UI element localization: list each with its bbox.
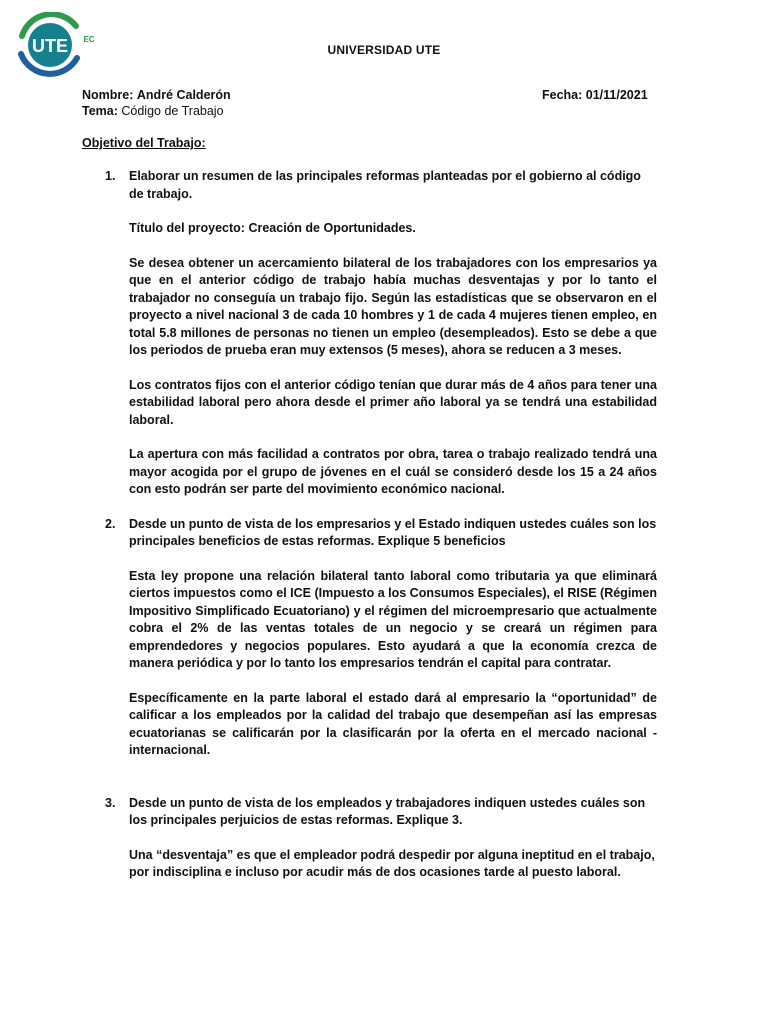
paragraph: Los contratos fijos con el anterior código tenían que durar más de 4 años para tener una estabilidad laboral pero ahora desde el primer año laboral ya se tendrá una estabilidad laboral.: [129, 377, 657, 427]
date-line: [542, 87, 648, 103]
name-value: André Calderón: [136, 88, 231, 102]
question-1: [82, 168, 657, 203]
student-info: [82, 87, 231, 119]
paragraph: Se desea obtener un acercamiento bilateral de los trabajadores con los empresarios ya que en el anterior código de trabajo había muchas desventajas y por lo tanto el trabajador no conseguía un trabajo fijo. Según las estadísticas que se observaron en el proyecto a nivel nacional 3 de cada 10 hombres y 1 de cada 4 mujeres tienen empleo, en total 5.8 millones de personas no tienen un empleo (desempleados). Esto se debe a que los periodos de prueba eran muy extensos (5 meses), ahora se reducen a 3 meses.: [129, 255, 657, 357]
document-body: [82, 168, 657, 882]
question-text: Desde un punto de vista de los empresarios y el Estado indiquen ustedes cuáles son los principales beneficios de estas reformas. Explique 5 beneficios: [129, 516, 657, 548]
paragraph: Específicamente en la parte laboral el estado dará al empresario la “oportunidad” de calificar a los empleados por la calidad del trabajo que desempeñan así las empresas ecuatorianas se calificarán por la clasificarán por la oferta en el mercado nacional - internacional.: [129, 690, 657, 757]
student-name-line: [82, 87, 231, 103]
paragraph: Esta ley propone una relación bilateral tanto laboral como tributaria ya que eliminará ciertos impuestos como el ICE (Impuesto a los Consumos Especiales), el RISE (Régimen Impositivo Simplificado Ecuatoriano) y el régimen del microempresario que actualmente cobra el 2% de las ventas totales de un negocio y se creará un régimen para emprendedores y negocios populares. Esto ayudará a que la economía crezca de manera periódica y por lo tanto los empresarios tendrán el capital para contratar.: [129, 568, 657, 670]
paragraph: Título del proyecto: Creación de Oportunidades.: [129, 221, 416, 235]
question-number: 1.: [105, 169, 116, 183]
paragraph: Una “desventaja” es que el empleador podrá despedir por alguna ineptitud en el trabajo, por indisciplina e incluso por acudir más de dos ocasiones tarde al puesto laboral.: [129, 847, 655, 879]
date-label: Fecha:: [542, 88, 583, 102]
date-value: 01/11/2021: [585, 88, 648, 102]
question-number: 3.: [105, 795, 116, 810]
objective-heading: Objetivo del Trabajo:: [82, 136, 206, 150]
question-2: [82, 516, 657, 551]
question-3: [82, 795, 657, 830]
svg-text:EC: EC: [83, 35, 95, 44]
question-text: Desde un punto de vista de los empleados y trabajadores indiquen ustedes cuáles son los principales perjuicios de estas reformas. Explique 3.: [129, 795, 646, 827]
svg-text:UTE: UTE: [32, 36, 68, 56]
topic-value: Código de Trabajo: [121, 104, 224, 118]
question-number: 2.: [105, 516, 116, 531]
question-text: Elaborar un resumen de las principales reformas planteadas por el gobierno al código de trabajo.: [129, 169, 641, 201]
topic-line: [82, 103, 231, 119]
topic-label: Tema:: [82, 104, 118, 118]
paragraph: La apertura con más facilidad a contratos por obra, tarea o trabajo realizado tendrá una mayor acogida por el grupo de jóvenes en el cuál se consideró desde los 15 a 24 años con esto podrán ser parte del movimiento económico nacional.: [129, 447, 657, 496]
university-title: UNIVERSIDAD UTE: [327, 43, 441, 57]
name-label: Nombre:: [82, 88, 134, 102]
